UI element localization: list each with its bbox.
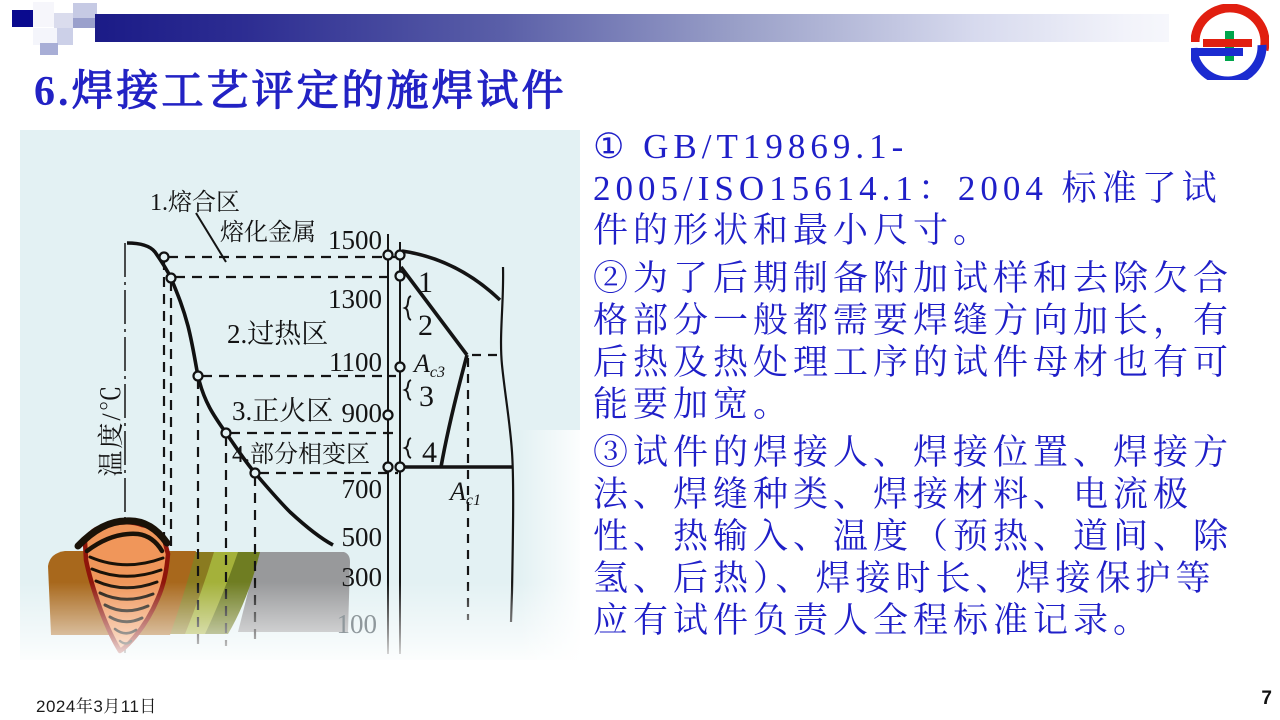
svg-text:4: 4 [422,436,437,469]
body-text-column [593,126,1255,648]
deco-square [73,3,97,18]
svg-text:3: 3 [419,380,434,413]
svg-text:2: 2 [418,309,433,342]
org-logo-icon [1191,4,1269,80]
deco-square [12,10,33,27]
axis-label: 温度/℃ [97,383,126,477]
zone2-label: 2.过热区 [227,319,329,349]
molten-metal-label: 熔化金属 [220,220,316,246]
svg-text:1300: 1300 [328,284,382,314]
header-gradient-bar [95,14,1169,42]
svg-text:1500: 1500 [328,225,382,255]
footer-date: 2024年3月11日 [36,697,157,716]
logo-blue-arc [1193,45,1262,80]
svg-text:1: 1 [418,266,433,299]
svg-text:300: 300 [341,562,382,592]
fog-overlay-right [520,430,580,660]
svg-text:100: 100 [336,609,377,639]
haz-diagram-svg [20,130,580,685]
fog-overlay [20,582,580,685]
body-paragraph-1: ① GB/T19869.1-2005/ISO15614.1：2004 标准了试件的形状和最小尺寸。 [593,127,1222,250]
deco-square [40,43,58,55]
deco-square [33,2,54,27]
page-number: 7 [1261,688,1272,709]
deco-square [57,28,73,45]
zone4-label: 4.部分相变区 [232,442,370,468]
zone1-label: 1.熔合区 [150,190,240,216]
ac1-label: Ac1 [450,477,481,509]
svg-text:900: 900 [341,398,382,428]
svg-text:700: 700 [341,474,382,504]
deco-square [54,13,73,28]
svg-text:500: 500 [341,522,382,552]
ac3-label: Ac3 [414,349,445,381]
body-paragraph-3: ③试件的焊接人、焊接位置、焊接方法、焊缝种类、焊接材料、电流极性、热输入、温度（预热、道间、除氢、后热）、焊接时长、焊接保护等应有试件负责人全程标准记录。 [593,433,1234,640]
haz-diagram-figure [20,130,580,685]
page-title: 6.焊接工艺评定的施焊试件 [34,69,567,115]
deco-square [73,18,97,28]
svg-text:1100: 1100 [329,347,382,377]
zone3-label: 3.正火区 [232,396,334,426]
body-paragraph-2: ②为了后期制备附加试样和去除欠合格部分一般都需要焊缝方向加长，有后热及热处理工序的试件母材也有可能要加宽。 [593,259,1234,424]
logo-red-arc [1195,8,1265,50]
